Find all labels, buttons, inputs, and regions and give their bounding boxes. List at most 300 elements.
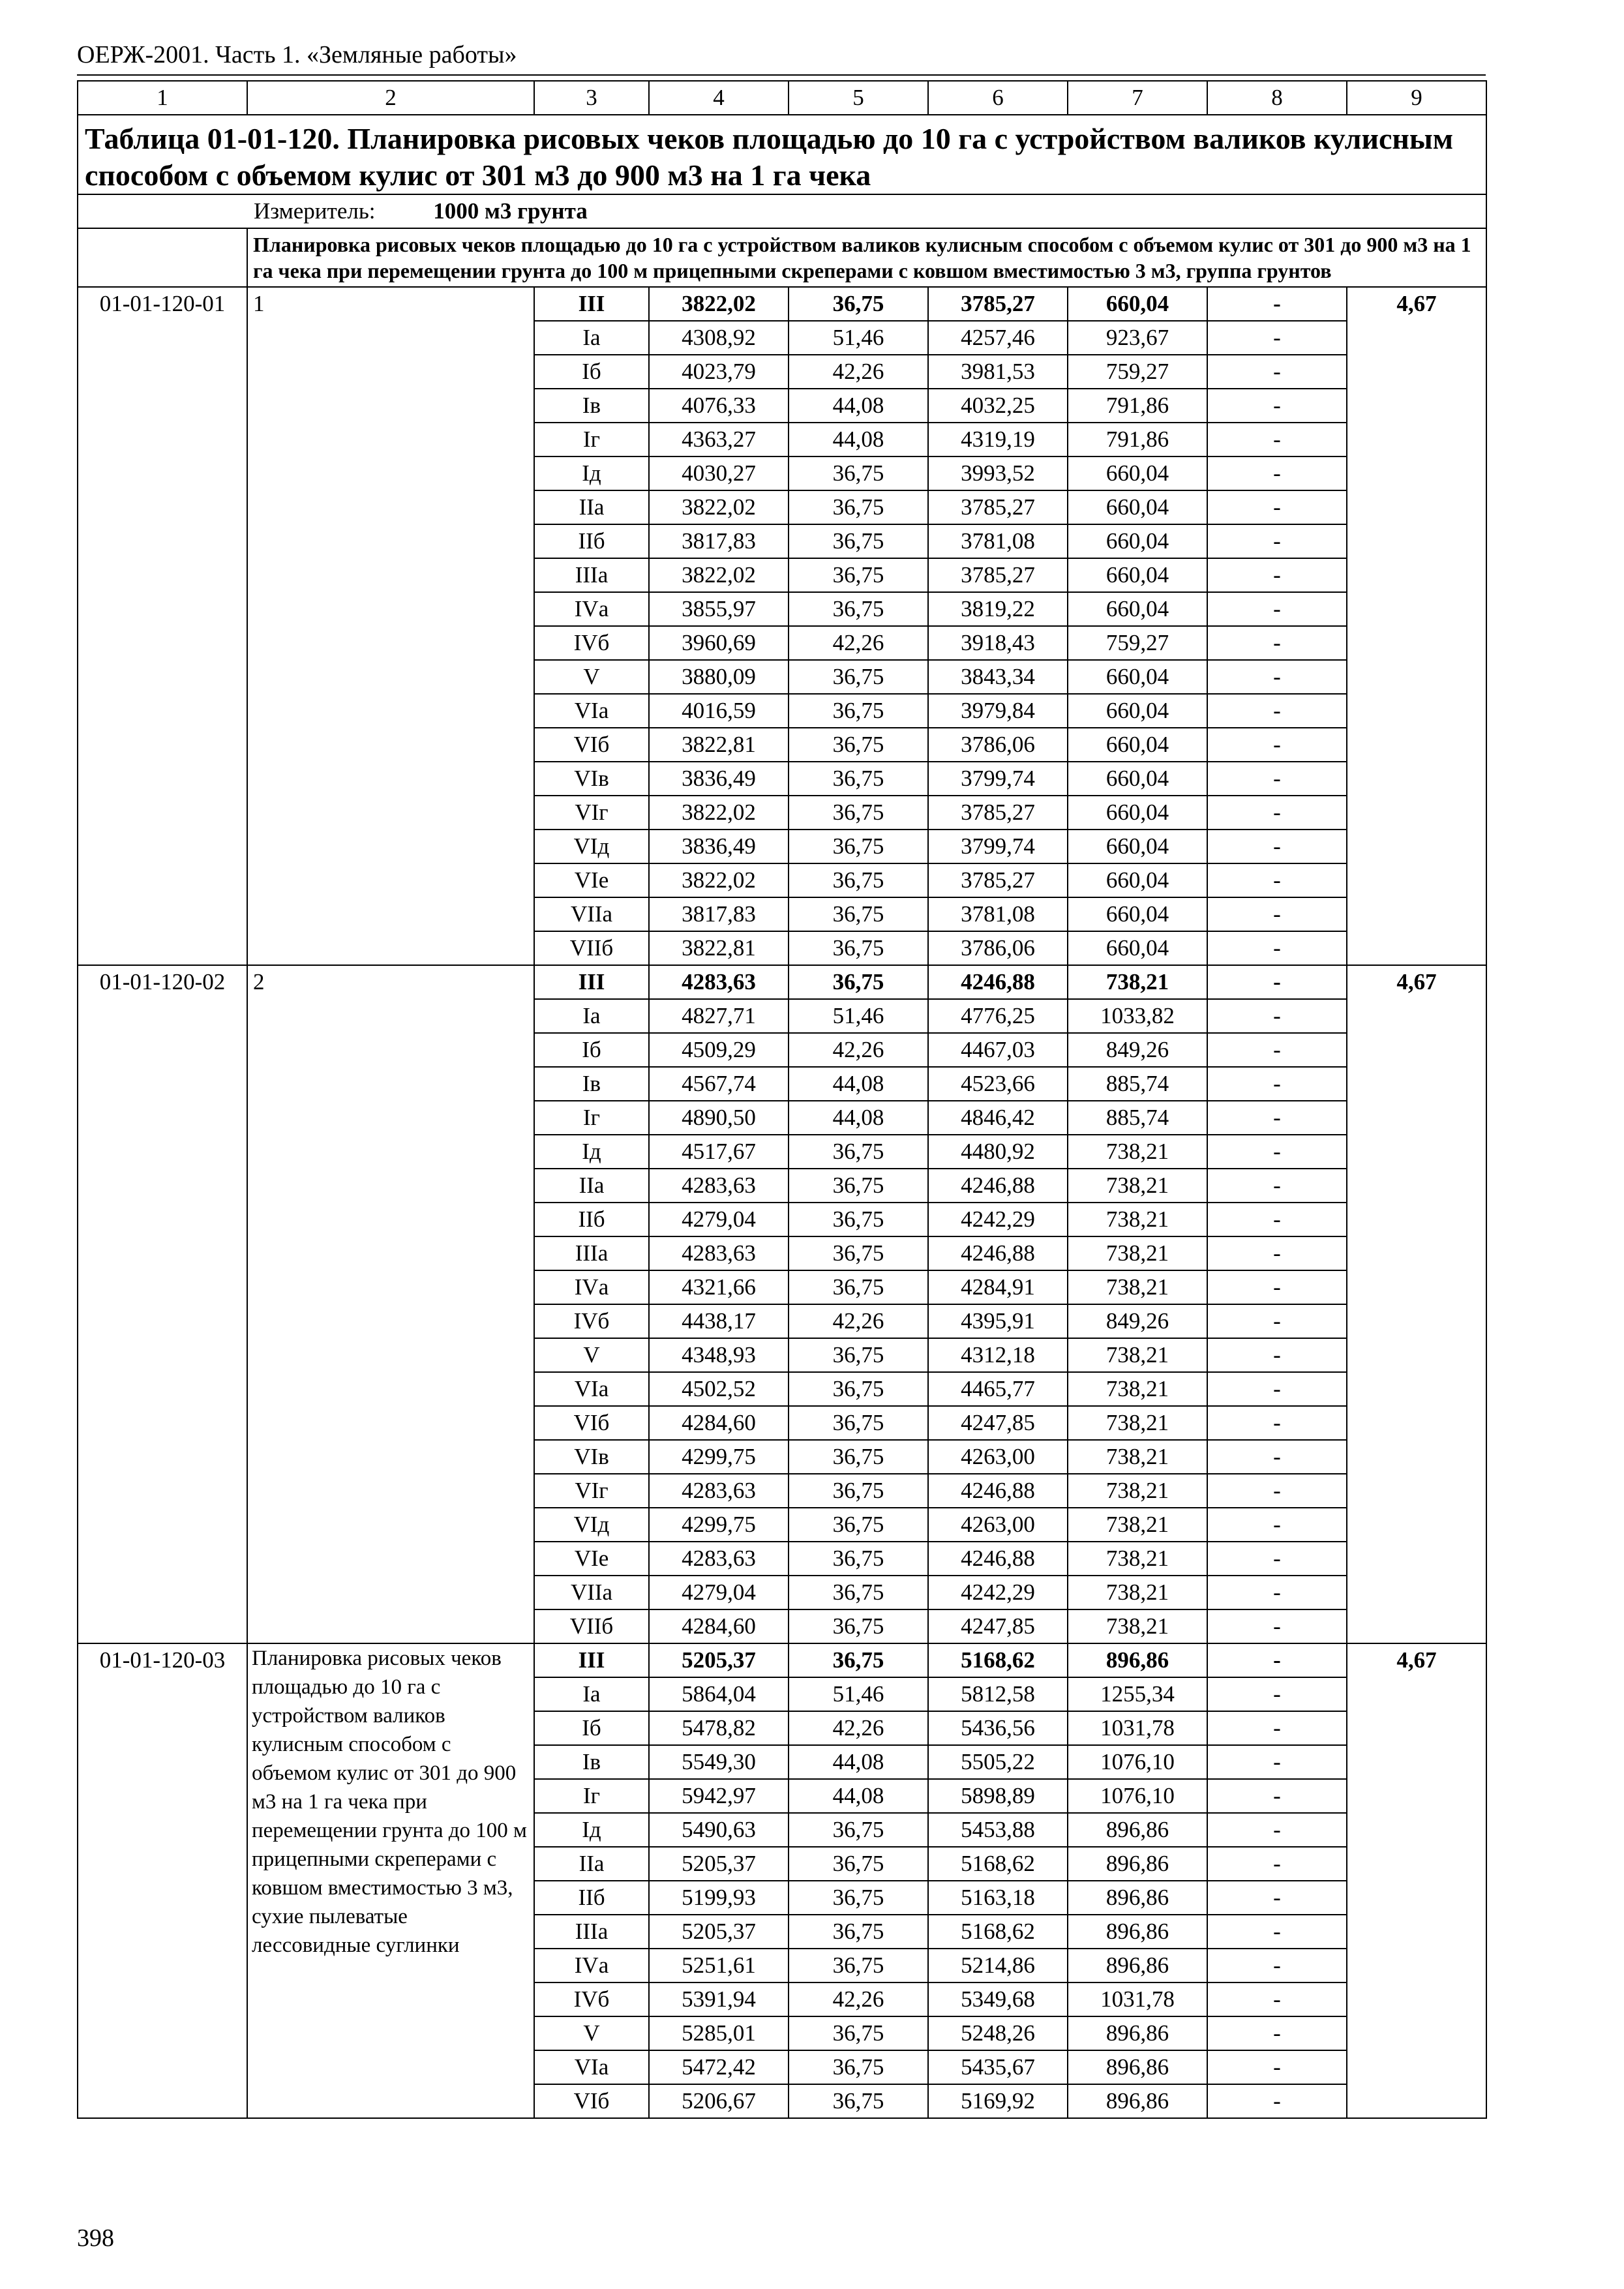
total-cost: 4348,93 [649, 1338, 789, 1372]
rate-name: Планировка рисовых чеков площадью до 10 га с устройством валиков кулисным способом с объемом кулис от 301 до 900 м3 на 1 га чека при перемещении грунта до 100 м прицепными скреперами с ковшом вместимостью 3 м3, сухие пылеватые лессовидные суглинки [247, 1643, 534, 2118]
rate-code: 01-01-120-03 [78, 1643, 247, 2118]
table-title: Таблица 01-01-120. Планировка рисовых чеков площадью до 10 га с устройством валиков кулисным способом с объемом кулис от 301 м3 до 900 м3 на 1 га чека [78, 115, 1486, 194]
labor-cost: 36,75 [789, 1881, 928, 1915]
soil-group: IIIа [534, 1915, 649, 1949]
materials-cost: - [1207, 999, 1347, 1033]
machinist-wage: 896,86 [1068, 2084, 1207, 2118]
machine-cost: 3785,27 [928, 863, 1068, 897]
machinist-wage: 660,04 [1068, 796, 1207, 830]
labor-cost: 36,75 [789, 728, 928, 762]
machine-cost: 5214,86 [928, 1949, 1068, 1982]
total-cost: 4284,60 [649, 1609, 789, 1643]
machine-cost: 5169,92 [928, 2084, 1068, 2118]
soil-group: V [534, 660, 649, 694]
machinist-wage: 791,86 [1068, 423, 1207, 456]
machinist-wage: 1033,82 [1068, 999, 1207, 1033]
materials-cost: - [1207, 1304, 1347, 1338]
total-cost: 5478,82 [649, 1711, 789, 1745]
soil-group: VIв [534, 1440, 649, 1474]
unit-row [78, 194, 1486, 228]
machine-cost: 3979,84 [928, 694, 1068, 728]
machinist-wage: 738,21 [1068, 1372, 1207, 1406]
labor-cost: 36,75 [789, 1406, 928, 1440]
machine-cost: 4242,29 [928, 1203, 1068, 1236]
labor-cost: 51,46 [789, 999, 928, 1033]
machinist-wage: 738,21 [1068, 1270, 1207, 1304]
machine-cost: 4032,25 [928, 389, 1068, 423]
labor-coefficient: 4,67 [1347, 1643, 1486, 2118]
soil-group: V [534, 2016, 649, 2050]
total-cost: 4284,60 [649, 1406, 789, 1440]
machinist-wage: 1031,78 [1068, 1711, 1207, 1745]
labor-cost: 36,75 [789, 287, 928, 321]
labor-cost: 36,75 [789, 2016, 928, 2050]
total-cost: 5205,37 [649, 1847, 789, 1881]
total-cost: 4299,75 [649, 1440, 789, 1474]
total-cost: 3822,02 [649, 863, 789, 897]
materials-cost: - [1207, 1576, 1347, 1609]
machine-cost: 4846,42 [928, 1101, 1068, 1135]
total-cost: 5205,37 [649, 1915, 789, 1949]
materials-cost: - [1207, 490, 1347, 524]
materials-cost: - [1207, 1440, 1347, 1474]
soil-group: Iв [534, 1067, 649, 1101]
soil-group: IIа [534, 1169, 649, 1203]
soil-group: V [534, 1338, 649, 1372]
materials-cost: - [1207, 423, 1347, 456]
total-cost: 5251,61 [649, 1949, 789, 1982]
machinist-wage: 923,67 [1068, 321, 1207, 355]
soil-group: Iв [534, 1745, 649, 1779]
machinist-wage: 660,04 [1068, 456, 1207, 490]
machine-cost: 4246,88 [928, 1236, 1068, 1270]
total-cost: 4023,79 [649, 355, 789, 389]
soil-group: VIIа [534, 1576, 649, 1609]
total-cost: 4076,33 [649, 389, 789, 423]
document-header: ОЕРЖ-2001. Часть 1. «Земляные работы» [77, 40, 1486, 76]
title-row [78, 115, 1486, 194]
rate-name: 1 [247, 287, 534, 965]
materials-cost: - [1207, 1643, 1347, 1677]
machine-cost: 5898,89 [928, 1779, 1068, 1813]
machine-cost: 4257,46 [928, 321, 1068, 355]
machine-cost: 3843,34 [928, 660, 1068, 694]
machinist-wage: 660,04 [1068, 558, 1207, 592]
total-cost: 3822,02 [649, 558, 789, 592]
labor-cost: 36,75 [789, 2084, 928, 2118]
total-cost: 4016,59 [649, 694, 789, 728]
col-number: 8 [1207, 81, 1347, 115]
machinist-wage: 1031,78 [1068, 1982, 1207, 2016]
machinist-wage: 738,21 [1068, 1508, 1207, 1542]
machine-cost: 5349,68 [928, 1982, 1068, 2016]
labor-cost: 36,75 [789, 592, 928, 626]
machinist-wage: 660,04 [1068, 762, 1207, 796]
total-cost: 4438,17 [649, 1304, 789, 1338]
materials-cost: - [1207, 2084, 1347, 2118]
machinist-wage: 660,04 [1068, 694, 1207, 728]
machinist-wage: 896,86 [1068, 1915, 1207, 1949]
machinist-wage: 738,21 [1068, 1609, 1207, 1643]
labor-cost: 36,75 [789, 524, 928, 558]
labor-cost: 36,75 [789, 1236, 928, 1270]
materials-cost: - [1207, 1338, 1347, 1372]
machine-cost: 4776,25 [928, 999, 1068, 1033]
labor-cost: 36,75 [789, 1203, 928, 1236]
materials-cost: - [1207, 1609, 1347, 1643]
labor-cost: 36,75 [789, 1169, 928, 1203]
total-cost: 5206,67 [649, 2084, 789, 2118]
soil-group: Iа [534, 999, 649, 1033]
machine-cost: 4284,91 [928, 1270, 1068, 1304]
total-cost: 4517,67 [649, 1135, 789, 1169]
machinist-wage: 885,74 [1068, 1067, 1207, 1101]
labor-cost: 44,08 [789, 389, 928, 423]
machine-cost: 4319,19 [928, 423, 1068, 456]
materials-cost: - [1207, 1135, 1347, 1169]
machine-cost: 4523,66 [928, 1067, 1068, 1101]
labor-cost: 36,75 [789, 1270, 928, 1304]
materials-cost: - [1207, 1881, 1347, 1915]
soil-group: Iб [534, 1711, 649, 1745]
soil-group: VIб [534, 2084, 649, 2118]
materials-cost: - [1207, 389, 1347, 423]
col-number: 6 [928, 81, 1068, 115]
machinist-wage: 791,86 [1068, 389, 1207, 423]
soil-group: III [534, 287, 649, 321]
labor-cost: 51,46 [789, 321, 928, 355]
soil-group: VIа [534, 1372, 649, 1406]
soil-group: Iг [534, 1101, 649, 1135]
machine-cost: 4242,29 [928, 1576, 1068, 1609]
machinist-wage: 660,04 [1068, 897, 1207, 931]
machinist-wage: 660,04 [1068, 830, 1207, 863]
machine-cost: 3993,52 [928, 456, 1068, 490]
labor-cost: 36,75 [789, 1949, 928, 1982]
machinist-wage: 738,21 [1068, 1135, 1207, 1169]
soil-group: VIе [534, 1542, 649, 1576]
machine-cost: 4465,77 [928, 1372, 1068, 1406]
column-numbers-row [78, 81, 1486, 115]
soil-group: Iд [534, 1135, 649, 1169]
soil-group: Iв [534, 389, 649, 423]
machine-cost: 4247,85 [928, 1609, 1068, 1643]
materials-cost: - [1207, 1542, 1347, 1576]
materials-cost: - [1207, 728, 1347, 762]
col-number: 7 [1068, 81, 1207, 115]
materials-cost: - [1207, 863, 1347, 897]
machinist-wage: 738,21 [1068, 1338, 1207, 1372]
materials-cost: - [1207, 796, 1347, 830]
materials-cost: - [1207, 1508, 1347, 1542]
soil-group: IVб [534, 1304, 649, 1338]
table-row [78, 965, 1486, 999]
machine-cost: 4246,88 [928, 1542, 1068, 1576]
machinist-wage: 738,21 [1068, 1203, 1207, 1236]
materials-cost: - [1207, 1474, 1347, 1508]
machine-cost: 5168,62 [928, 1847, 1068, 1881]
total-cost: 4321,66 [649, 1270, 789, 1304]
materials-cost: - [1207, 694, 1347, 728]
machine-cost: 3799,74 [928, 830, 1068, 863]
soil-group: Iг [534, 1779, 649, 1813]
rates-table [77, 80, 1487, 2119]
labor-cost: 42,26 [789, 1033, 928, 1067]
labor-cost: 36,75 [789, 1542, 928, 1576]
soil-group: VIг [534, 1474, 649, 1508]
machine-cost: 3785,27 [928, 287, 1068, 321]
soil-group: IVб [534, 626, 649, 660]
materials-cost: - [1207, 524, 1347, 558]
materials-cost: - [1207, 1169, 1347, 1203]
machine-cost: 4246,88 [928, 965, 1068, 999]
total-cost: 4030,27 [649, 456, 789, 490]
soil-group: VIIб [534, 1609, 649, 1643]
soil-group: Iд [534, 1813, 649, 1847]
total-cost: 4279,04 [649, 1576, 789, 1609]
labor-cost: 36,75 [789, 897, 928, 931]
machinist-wage: 885,74 [1068, 1101, 1207, 1135]
section-description-row [78, 228, 1486, 287]
machine-cost: 3781,08 [928, 897, 1068, 931]
materials-cost: - [1207, 1033, 1347, 1067]
machinist-wage: 660,04 [1068, 863, 1207, 897]
materials-cost: - [1207, 2016, 1347, 2050]
soil-group: VIд [534, 1508, 649, 1542]
machinist-wage: 1255,34 [1068, 1677, 1207, 1711]
machine-cost: 5163,18 [928, 1881, 1068, 1915]
machine-cost: 5505,22 [928, 1745, 1068, 1779]
labor-cost: 36,75 [789, 1135, 928, 1169]
labor-cost: 36,75 [789, 762, 928, 796]
materials-cost: - [1207, 1677, 1347, 1711]
total-cost: 3822,02 [649, 287, 789, 321]
machine-cost: 4467,03 [928, 1033, 1068, 1067]
soil-group: IIа [534, 490, 649, 524]
total-cost: 5205,37 [649, 1643, 789, 1677]
labor-cost: 42,26 [789, 1982, 928, 2016]
materials-cost: - [1207, 2050, 1347, 2084]
machinist-wage: 759,27 [1068, 355, 1207, 389]
total-cost: 3960,69 [649, 626, 789, 660]
col-number: 2 [247, 81, 534, 115]
total-cost: 3822,02 [649, 796, 789, 830]
machinist-wage: 738,21 [1068, 1169, 1207, 1203]
labor-cost: 42,26 [789, 1711, 928, 1745]
soil-group: VIе [534, 863, 649, 897]
labor-cost: 36,75 [789, 558, 928, 592]
labor-cost: 36,75 [789, 1508, 928, 1542]
labor-cost: 36,75 [789, 1440, 928, 1474]
total-cost: 4283,63 [649, 1474, 789, 1508]
machine-cost: 4246,88 [928, 1169, 1068, 1203]
col-number: 3 [534, 81, 649, 115]
unit-label: Измеритель: [254, 198, 376, 224]
materials-cost: - [1207, 965, 1347, 999]
total-cost: 3822,81 [649, 728, 789, 762]
table-row [78, 1643, 1486, 1677]
materials-cost: - [1207, 1779, 1347, 1813]
labor-cost: 36,75 [789, 1576, 928, 1609]
labor-cost: 44,08 [789, 1101, 928, 1135]
machinist-wage: 660,04 [1068, 592, 1207, 626]
machine-cost: 5168,62 [928, 1915, 1068, 1949]
machinist-wage: 896,86 [1068, 2050, 1207, 2084]
materials-cost: - [1207, 1813, 1347, 1847]
materials-cost: - [1207, 1101, 1347, 1135]
machinist-wage: 849,26 [1068, 1304, 1207, 1338]
soil-group: IIб [534, 524, 649, 558]
rate-code: 01-01-120-01 [78, 287, 247, 965]
machine-cost: 3786,06 [928, 728, 1068, 762]
total-cost: 4283,63 [649, 1542, 789, 1576]
machine-cost: 3981,53 [928, 355, 1068, 389]
labor-cost: 42,26 [789, 626, 928, 660]
materials-cost: - [1207, 321, 1347, 355]
materials-cost: - [1207, 1236, 1347, 1270]
machinist-wage: 660,04 [1068, 660, 1207, 694]
total-cost: 5472,42 [649, 2050, 789, 2084]
machine-cost: 5812,58 [928, 1677, 1068, 1711]
materials-cost: - [1207, 762, 1347, 796]
soil-group: Iа [534, 1677, 649, 1711]
soil-group: VIв [534, 762, 649, 796]
machinist-wage: 660,04 [1068, 728, 1207, 762]
labor-cost: 36,75 [789, 1847, 928, 1881]
labor-cost: 36,75 [789, 863, 928, 897]
soil-group: IVа [534, 1270, 649, 1304]
soil-group: III [534, 1643, 649, 1677]
total-cost: 4502,52 [649, 1372, 789, 1406]
soil-group: Iг [534, 423, 649, 456]
soil-group: VIд [534, 830, 649, 863]
labor-cost: 36,75 [789, 965, 928, 999]
machine-cost: 3918,43 [928, 626, 1068, 660]
soil-group: VIIа [534, 897, 649, 931]
machine-cost: 3785,27 [928, 558, 1068, 592]
total-cost: 4283,63 [649, 965, 789, 999]
materials-cost: - [1207, 830, 1347, 863]
total-cost: 3822,81 [649, 931, 789, 965]
machinist-wage: 1076,10 [1068, 1779, 1207, 1813]
machine-cost: 5453,88 [928, 1813, 1068, 1847]
machine-cost: 4263,00 [928, 1508, 1068, 1542]
machinist-wage: 738,21 [1068, 1236, 1207, 1270]
total-cost: 3817,83 [649, 524, 789, 558]
labor-cost: 36,75 [789, 660, 928, 694]
labor-coefficient: 4,67 [1347, 287, 1486, 965]
total-cost: 4567,74 [649, 1067, 789, 1101]
machinist-wage: 660,04 [1068, 931, 1207, 965]
total-cost: 4299,75 [649, 1508, 789, 1542]
machinist-wage: 738,21 [1068, 1406, 1207, 1440]
machinist-wage: 759,27 [1068, 626, 1207, 660]
materials-cost: - [1207, 1745, 1347, 1779]
labor-cost: 44,08 [789, 1067, 928, 1101]
col-number: 5 [789, 81, 928, 115]
machinist-wage: 738,21 [1068, 1440, 1207, 1474]
labor-cost: 36,75 [789, 1474, 928, 1508]
machinist-wage: 1076,10 [1068, 1745, 1207, 1779]
materials-cost: - [1207, 626, 1347, 660]
machine-cost: 4312,18 [928, 1338, 1068, 1372]
machinist-wage: 896,86 [1068, 1949, 1207, 1982]
labor-cost: 36,75 [789, 2050, 928, 2084]
soil-group: VIIб [534, 931, 649, 965]
soil-group: Iа [534, 321, 649, 355]
labor-cost: 36,75 [789, 490, 928, 524]
soil-group: IVб [534, 1982, 649, 2016]
labor-cost: 36,75 [789, 1915, 928, 1949]
materials-cost: - [1207, 1949, 1347, 1982]
labor-cost: 36,75 [789, 694, 928, 728]
col-number: 4 [649, 81, 789, 115]
labor-cost: 36,75 [789, 1813, 928, 1847]
machine-cost: 3799,74 [928, 762, 1068, 796]
total-cost: 4509,29 [649, 1033, 789, 1067]
materials-cost: - [1207, 456, 1347, 490]
soil-group: VIа [534, 2050, 649, 2084]
soil-group: VIг [534, 796, 649, 830]
machine-cost: 3785,27 [928, 796, 1068, 830]
machinist-wage: 896,86 [1068, 1881, 1207, 1915]
machine-cost: 3819,22 [928, 592, 1068, 626]
materials-cost: - [1207, 1067, 1347, 1101]
total-cost: 3822,02 [649, 490, 789, 524]
machinist-wage: 738,21 [1068, 965, 1207, 999]
materials-cost: - [1207, 1982, 1347, 2016]
labor-cost: 36,75 [789, 830, 928, 863]
machine-cost: 5435,67 [928, 2050, 1068, 2084]
machine-cost: 4247,85 [928, 1406, 1068, 1440]
total-cost: 3817,83 [649, 897, 789, 931]
machinist-wage: 738,21 [1068, 1474, 1207, 1508]
page-number: 398 [77, 2224, 114, 2252]
labor-cost: 42,26 [789, 1304, 928, 1338]
machine-cost: 5248,26 [928, 2016, 1068, 2050]
machine-cost: 3785,27 [928, 490, 1068, 524]
machine-cost: 5168,62 [928, 1643, 1068, 1677]
total-cost: 4890,50 [649, 1101, 789, 1135]
materials-cost: - [1207, 1203, 1347, 1236]
machine-cost: 3781,08 [928, 524, 1068, 558]
total-cost: 4279,04 [649, 1203, 789, 1236]
total-cost: 3855,97 [649, 592, 789, 626]
materials-cost: - [1207, 1270, 1347, 1304]
labor-cost: 36,75 [789, 1372, 928, 1406]
total-cost: 4283,63 [649, 1236, 789, 1270]
col-number: 1 [78, 81, 247, 115]
total-cost: 5391,94 [649, 1982, 789, 2016]
machinist-wage: 849,26 [1068, 1033, 1207, 1067]
labor-cost: 36,75 [789, 931, 928, 965]
soil-group: IIIа [534, 558, 649, 592]
soil-group: Iб [534, 355, 649, 389]
materials-cost: - [1207, 660, 1347, 694]
table-row [78, 287, 1486, 321]
total-cost: 3880,09 [649, 660, 789, 694]
machine-cost: 4263,00 [928, 1440, 1068, 1474]
soil-group: III [534, 965, 649, 999]
soil-group: Iб [534, 1033, 649, 1067]
total-cost: 5490,63 [649, 1813, 789, 1847]
soil-group: IIа [534, 1847, 649, 1881]
machine-cost: 3786,06 [928, 931, 1068, 965]
total-cost: 3836,49 [649, 830, 789, 863]
labor-cost: 44,08 [789, 1745, 928, 1779]
soil-group: IVа [534, 592, 649, 626]
labor-cost: 36,75 [789, 1609, 928, 1643]
